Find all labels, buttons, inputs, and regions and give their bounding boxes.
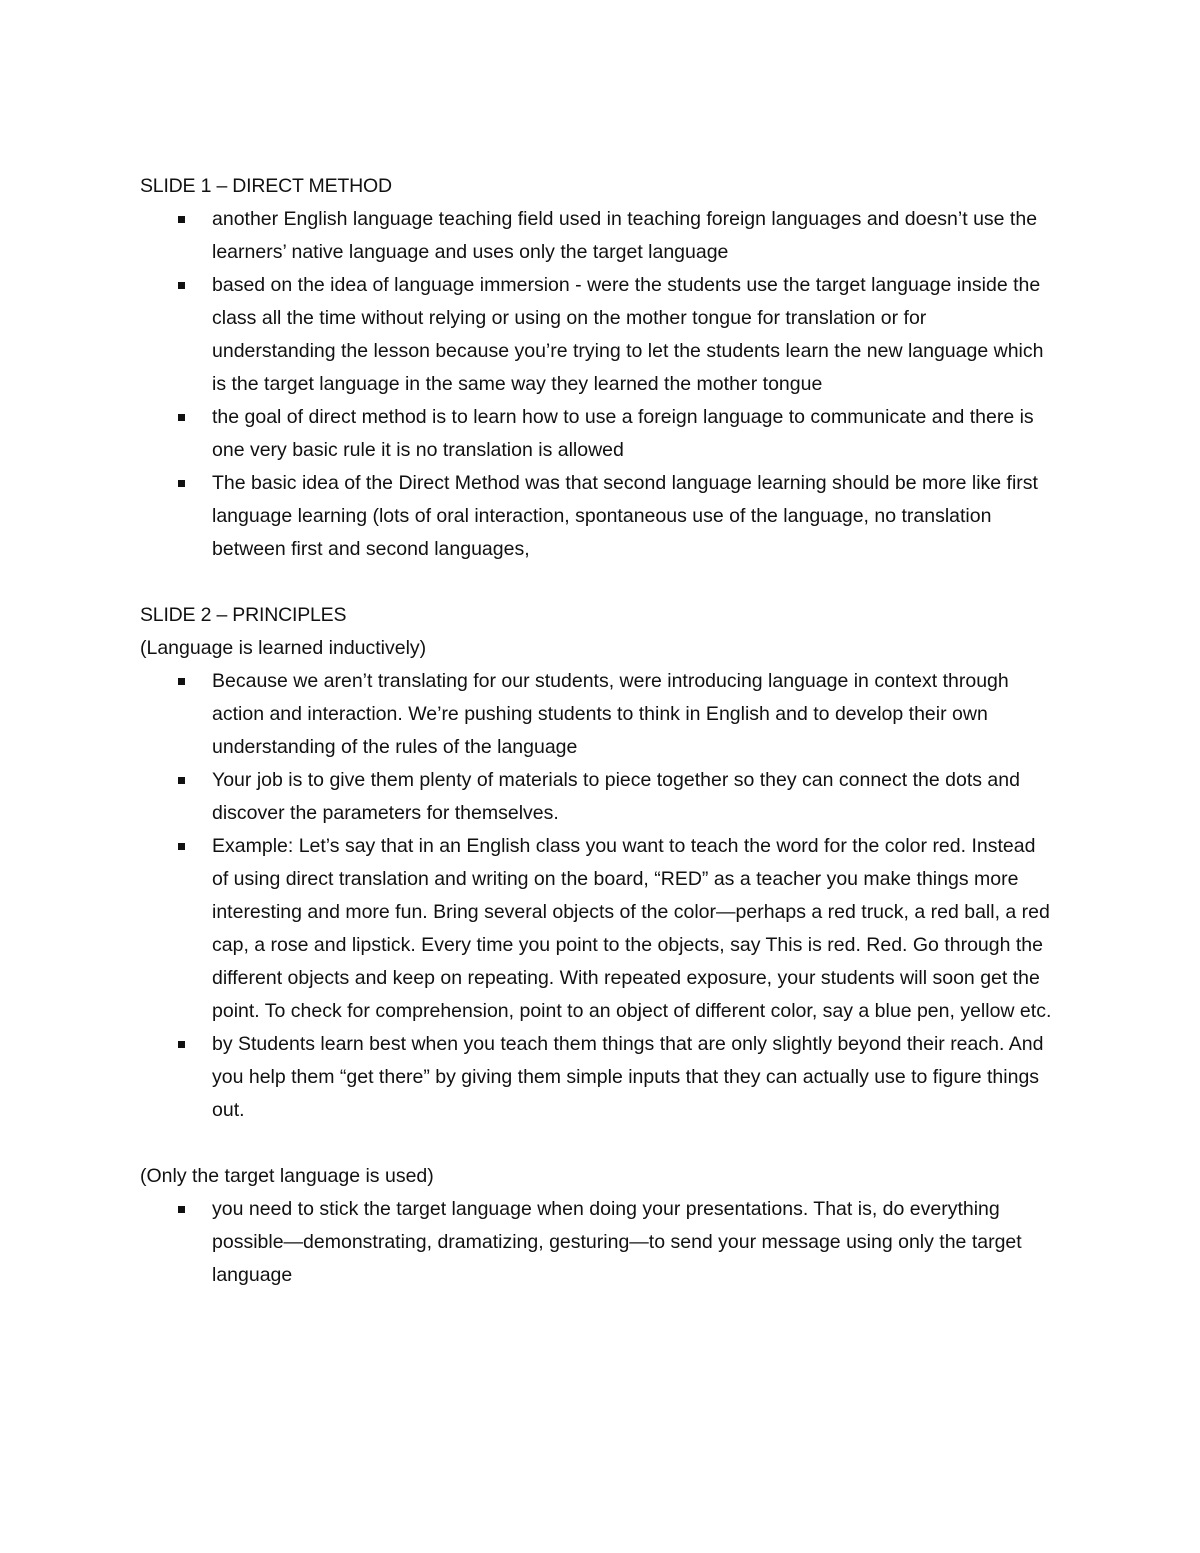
list-item — [140, 467, 1052, 566]
bullet-list-target-language — [140, 1193, 1060, 1292]
bullet-list-slide-1 — [140, 203, 1060, 566]
square-bullet-icon — [178, 1041, 185, 1048]
list-item — [140, 665, 1052, 764]
list-item-text: Example: Let’s say that in an English class you want to teach the word for the color red. Instead of using direct translation and writing on the board, “RED” as a teacher you make things more interesting and more fun. Bring several objects of the color—perhaps a red truck, a red ball, a red cap, a rose and lipstick. Every time you point to the objects, say This is red. Red. Go through the different objects and keep on repeating. With repeated exposure, your students will soon get the point. To check for comprehension, point to an object of different color, say a blue pen, yellow etc. — [212, 835, 1052, 1022]
list-item — [140, 1193, 1052, 1292]
square-bullet-icon — [178, 1206, 185, 1213]
bullet-list-principles — [140, 665, 1060, 1127]
section-heading-slide-2: SLIDE 2 – PRINCIPLES — [140, 604, 347, 626]
list-item-text: another English language teaching field used in teaching foreign languages and doesn’t use the learners’ native language and uses only the target language — [212, 208, 1038, 263]
square-bullet-icon — [178, 777, 185, 784]
spacer — [140, 1127, 1060, 1160]
list-item-text: The basic idea of the Direct Method was that second language learning should be more like first language learning (lots of oral interaction, spontaneous use of the language, no translation between first and second languages, — [212, 472, 1038, 560]
square-bullet-icon — [178, 480, 185, 487]
subheading-inductive: (Language is learned inductively) — [140, 637, 427, 659]
list-item — [140, 269, 1052, 401]
list-item — [140, 764, 1052, 830]
list-item-text: Because we aren’t translating for our students, were introducing language in context through action and interaction. We’re pushing students to think in English and to develop their own understanding of the rules of the language — [212, 670, 1009, 758]
subheading-target-language: (Only the target language is used) — [140, 1165, 434, 1187]
list-item-text: you need to stick the target language when doing your presentations. That is, do everything possible—demonstrating, dramatizing, gesturing—to send your message using only the target language — [212, 1198, 1022, 1286]
list-item — [140, 830, 1052, 1028]
square-bullet-icon — [178, 414, 185, 421]
list-item-text: the goal of direct method is to learn how to use a foreign language to communicate and there is one very basic rule it is no translation is allowed — [212, 406, 1034, 461]
list-item — [140, 401, 1052, 467]
square-bullet-icon — [178, 843, 185, 850]
square-bullet-icon — [178, 282, 185, 289]
list-item — [140, 203, 1052, 269]
square-bullet-icon — [178, 678, 185, 685]
list-item-text: Your job is to give them plenty of materials to piece together so they can connect the dots and discover the parameters for themselves. — [212, 769, 1020, 824]
list-item-text: based on the idea of language immersion - were the students use the target language inside the class all the time without relying or using on the mother tongue for translation or for understanding the lesson because you’re trying to let the students learn the new language which is the target language in the same way they learned the mother tongue — [212, 274, 1044, 395]
square-bullet-icon — [178, 216, 185, 223]
list-item — [140, 1028, 1052, 1127]
spacer — [140, 566, 1060, 599]
list-item-text: by Students learn best when you teach them things that are only slightly beyond their reach. And you help them “get there” by giving them simple inputs that they can actually use to figure things out. — [212, 1033, 1044, 1121]
section-heading-slide-1: SLIDE 1 – DIRECT METHOD — [140, 175, 392, 197]
